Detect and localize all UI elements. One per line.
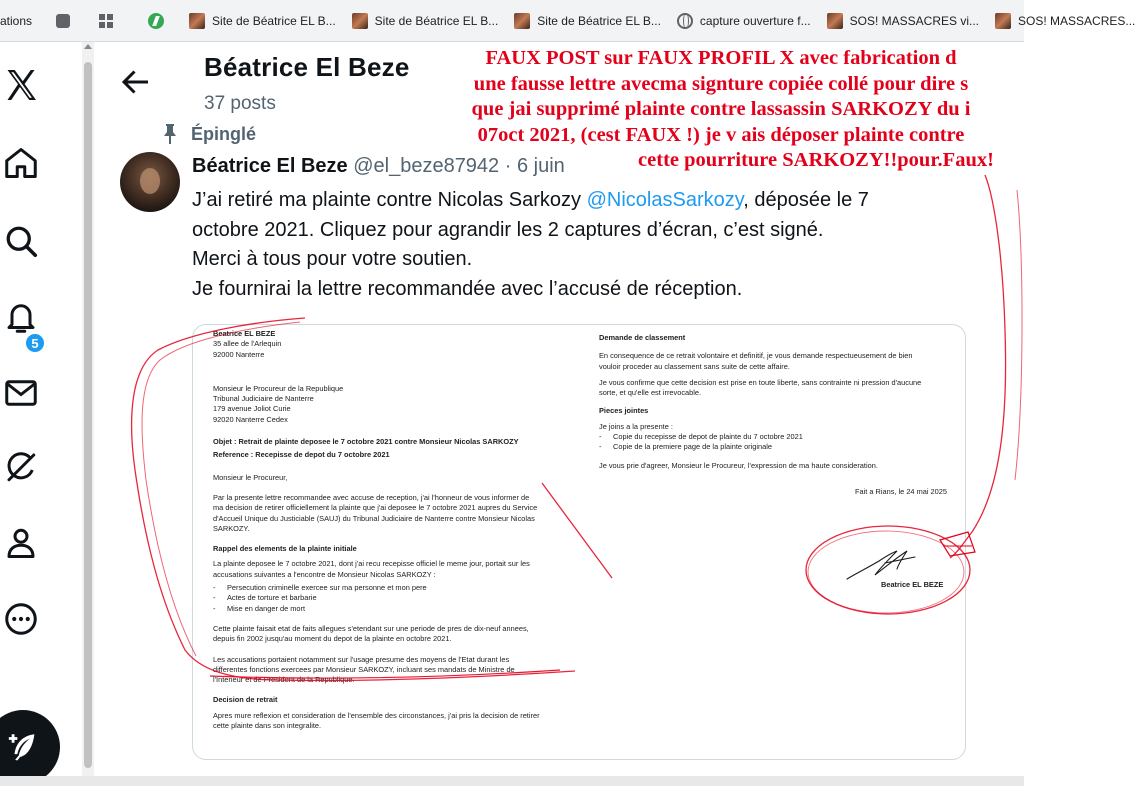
scrollbar-thumb[interactable] bbox=[84, 62, 92, 768]
bookmark-label: capture ouverture f... bbox=[699, 13, 811, 28]
letter-recipient: Monsieur le Procureur de la Republique bbox=[213, 383, 344, 393]
post-count: 37 posts bbox=[204, 93, 276, 114]
arrow-left-icon bbox=[118, 64, 154, 100]
letter-paragraph: depuis fin 2002 jusqu'au moment du depot de la plainte en octobre 2021. bbox=[213, 634, 452, 644]
bookmark-label: Site de Béatrice EL B... bbox=[537, 13, 661, 28]
letter-bullet: - Persecution criminelle exercee sur ma personne et mon pere bbox=[213, 583, 573, 593]
tweet-line: J’ai retiré ma plainte contre Nicolas Sarkozy bbox=[192, 189, 587, 211]
back-button[interactable] bbox=[118, 64, 154, 100]
annotation-line: 07oct 2021, (cest FAUX !) je v ais déposer plainte contre bbox=[477, 123, 965, 146]
letter-reference: Reference : Recepisse de depot du 7 octobre 2021 bbox=[213, 450, 390, 460]
letter-signature-name: Beatrice EL BEZE bbox=[881, 580, 944, 589]
letter-place-date: Fait a Rians, le 24 mai 2025 bbox=[854, 486, 947, 496]
bookmark-item[interactable] bbox=[183, 7, 342, 35]
thumbnail-icon bbox=[514, 13, 530, 29]
pinned-indicator bbox=[160, 123, 256, 145]
bookmark-item[interactable] bbox=[989, 7, 1141, 35]
letter-paragraph: cette plainte dans son integralite. bbox=[213, 721, 322, 731]
letter-paragraph: Je vous prie d'agreer, Monsieur le Procureur, l'expression de ma haute consideration. bbox=[599, 460, 878, 470]
annotation-line: que jai supprimé plainte contre lassassin SARKOZY du i bbox=[471, 98, 971, 121]
letter-objet: Objet : Retrait de plainte deposee le 7 octobre 2021 contre Monsieur Nicolas SARKOZY bbox=[213, 437, 519, 447]
handwritten-signature bbox=[845, 539, 925, 585]
letter-paragraph: Les accusations portaient notamment sur l'usage presume des moyens de l'Etat durant les bbox=[213, 654, 510, 664]
letter-paragraph: differentes fonctions exercees par Monsieur SARKOZY, incluant ses mandats de Ministre de bbox=[213, 664, 515, 674]
letter-paragraph: Cette plainte faisait etat de faits allegues s'etendant sur une periode de pres de dix-neuf annees, bbox=[213, 623, 529, 633]
letter-paragraph: Je vous confirme que cette decision est prise en toute liberte, sans contrainte ni pression d'aucune bbox=[599, 377, 922, 387]
home-icon[interactable] bbox=[0, 142, 42, 184]
letter-paragraph: vouloir proceder au classement sans suite de cette affaire. bbox=[599, 361, 790, 371]
letter-section-title: Pieces jointes bbox=[599, 406, 649, 416]
tweet-author[interactable]: Béatrice El Beze bbox=[192, 155, 348, 177]
globe-icon bbox=[677, 13, 693, 29]
letter-paragraph: Apres mure reflexion et consideration de l'ensemble des circonstances, j'ai pris la decision de retirer bbox=[213, 710, 540, 720]
tweet-line: Je fournirai la lettre recommandée avec l’accusé de réception. bbox=[192, 277, 743, 300]
thumbnail-icon bbox=[827, 13, 843, 29]
letter-sender: Beatrice EL BEZE bbox=[213, 329, 276, 338]
letter-bullet: - Copie du recepisse de depot de plainte du 7 octobre 2021 bbox=[599, 432, 959, 442]
letter-paragraph: ma decision de retirer officiellement la plainte que j'ai deposee le 7 octobre 2021 aupres du Service bbox=[213, 503, 538, 513]
scroll-up-arrow[interactable] bbox=[84, 44, 92, 49]
notification-badge: 5 bbox=[24, 332, 46, 354]
letter-paragraph: Je joins a la presente : bbox=[599, 421, 673, 431]
square-icon bbox=[56, 14, 70, 28]
letter-paragraph: sorte, et qu'elle est irrevocable. bbox=[599, 388, 702, 398]
bookmark-label: ations bbox=[0, 13, 33, 28]
post-feather-icon bbox=[6, 730, 40, 764]
letter-paragraph: Par la presente lettre recommandee avec accuse de reception, j'ai l'honneur de vous informer de bbox=[213, 492, 530, 502]
bookmark-item[interactable] bbox=[346, 7, 505, 35]
letter-bullet: - Copie de la premiere page de la plainte originale bbox=[599, 442, 959, 452]
mail-icon[interactable] bbox=[0, 372, 42, 414]
thumbnail-icon bbox=[995, 13, 1011, 29]
letter-paragraph: La plainte deposee le 7 octobre 2021, dont j'ai recu recepisse officiel le meme jour, portait sur les bbox=[213, 559, 530, 569]
letter-bullet: - Actes de torture et barbarie bbox=[213, 593, 573, 603]
annotation-line: FAUX POST sur FAUX PROFIL X avec fabrication d bbox=[485, 47, 957, 69]
horizontal-scrollbar[interactable] bbox=[0, 776, 1024, 786]
profile-icon[interactable] bbox=[0, 522, 42, 564]
bookmark-item[interactable] bbox=[50, 7, 83, 35]
profile-name: Béatrice El Beze bbox=[204, 52, 410, 82]
letter-sender: 35 allee de l'Arlequin bbox=[213, 339, 282, 349]
bookmark-label: Site de Béatrice EL B... bbox=[212, 13, 336, 28]
search-icon[interactable] bbox=[0, 220, 42, 262]
letter-section-title: Decision de retrait bbox=[213, 695, 278, 705]
tweet-handle[interactable]: @el_beze87942 bbox=[353, 155, 500, 177]
letter-recipient: 92020 Nanterre Cedex bbox=[213, 414, 288, 424]
tweet-image[interactable] bbox=[192, 324, 966, 760]
letter-paragraph: accusations suivantes a l'encontre de Monsieur Nicolas SARKOZY : bbox=[213, 569, 436, 579]
letter-sender: 92000 Nanterre bbox=[213, 349, 265, 359]
letter-right-column bbox=[599, 333, 959, 497]
bookmark-item[interactable] bbox=[821, 7, 985, 35]
letter-recipient: 179 avenue Joliot Curie bbox=[213, 404, 291, 414]
tweet-line: Merci à tous pour votre soutien. bbox=[192, 248, 473, 270]
tweet-date[interactable]: 6 juin bbox=[516, 155, 565, 177]
pin-icon bbox=[160, 123, 180, 145]
bookmark-item[interactable] bbox=[93, 7, 126, 35]
tweet-separator: · bbox=[499, 155, 517, 177]
tweet-text bbox=[192, 186, 982, 304]
bookmark-item[interactable] bbox=[671, 7, 817, 35]
letter-left-column bbox=[213, 329, 573, 731]
letter-paragraph: l'Interieur et de President de la Republique. bbox=[213, 675, 355, 685]
x-logo-icon[interactable] bbox=[0, 64, 42, 106]
thumbnail-icon bbox=[189, 13, 205, 29]
thumbnail-icon bbox=[352, 13, 368, 29]
grok-icon[interactable] bbox=[0, 446, 42, 488]
bookmark-label: SOS! MASSACRES vi... bbox=[849, 13, 980, 28]
avatar[interactable] bbox=[120, 152, 180, 212]
letter-paragraph: En consequence de ce retrait volontaire et definitif, je vous demande respectueusement de bien bbox=[599, 351, 913, 361]
grid-icon bbox=[99, 14, 113, 28]
bookmarks-bar bbox=[0, 0, 1136, 42]
letter-paragraph: SARKOZY. bbox=[213, 523, 250, 533]
green-bolt-icon bbox=[148, 13, 164, 29]
mention-link[interactable]: @NicolasSarkozy bbox=[586, 189, 744, 211]
bookmark-label: Site de Béatrice EL B... bbox=[374, 13, 499, 28]
letter-salutation: Monsieur le Procureur, bbox=[213, 472, 288, 482]
post-button[interactable] bbox=[0, 710, 60, 784]
more-icon[interactable] bbox=[0, 598, 42, 640]
tweet-line: octobre 2021. Cliquez pour agrandir les 2 captures d’écran, c’est signé. bbox=[192, 218, 824, 241]
bookmark-item[interactable] bbox=[142, 7, 177, 35]
letter-recipient: Tribunal Judiciaire de Nanterre bbox=[213, 394, 314, 404]
letter-paragraph: d'Accueil Unique du Justiciable (SAUJ) du Tribunal Judiciaire de Nanterre contre Monsieur Nicolas bbox=[213, 513, 535, 523]
letter-section-title: Demande de classement bbox=[599, 333, 686, 342]
annotation-line: cette pourriture SARKOZY!!pour.Faux! bbox=[638, 149, 994, 172]
bookmark-item[interactable] bbox=[508, 7, 667, 35]
left-navigation bbox=[0, 42, 70, 786]
letter-section-title: Rappel des elements de la plainte initiale bbox=[213, 544, 357, 554]
tweet-line: , déposée le 7 bbox=[743, 189, 869, 211]
red-annotation-text bbox=[418, 46, 1024, 174]
letter-bullet: - Mise en danger de mort bbox=[213, 604, 573, 614]
annotation-line: une fausse lettre avecma signture copiée collé pour dire s bbox=[473, 72, 969, 95]
bookmark-label: SOS! MASSACRES... bbox=[1018, 13, 1136, 28]
pinned-label: Épinglé bbox=[191, 123, 257, 144]
bookmark-item[interactable] bbox=[0, 7, 38, 35]
